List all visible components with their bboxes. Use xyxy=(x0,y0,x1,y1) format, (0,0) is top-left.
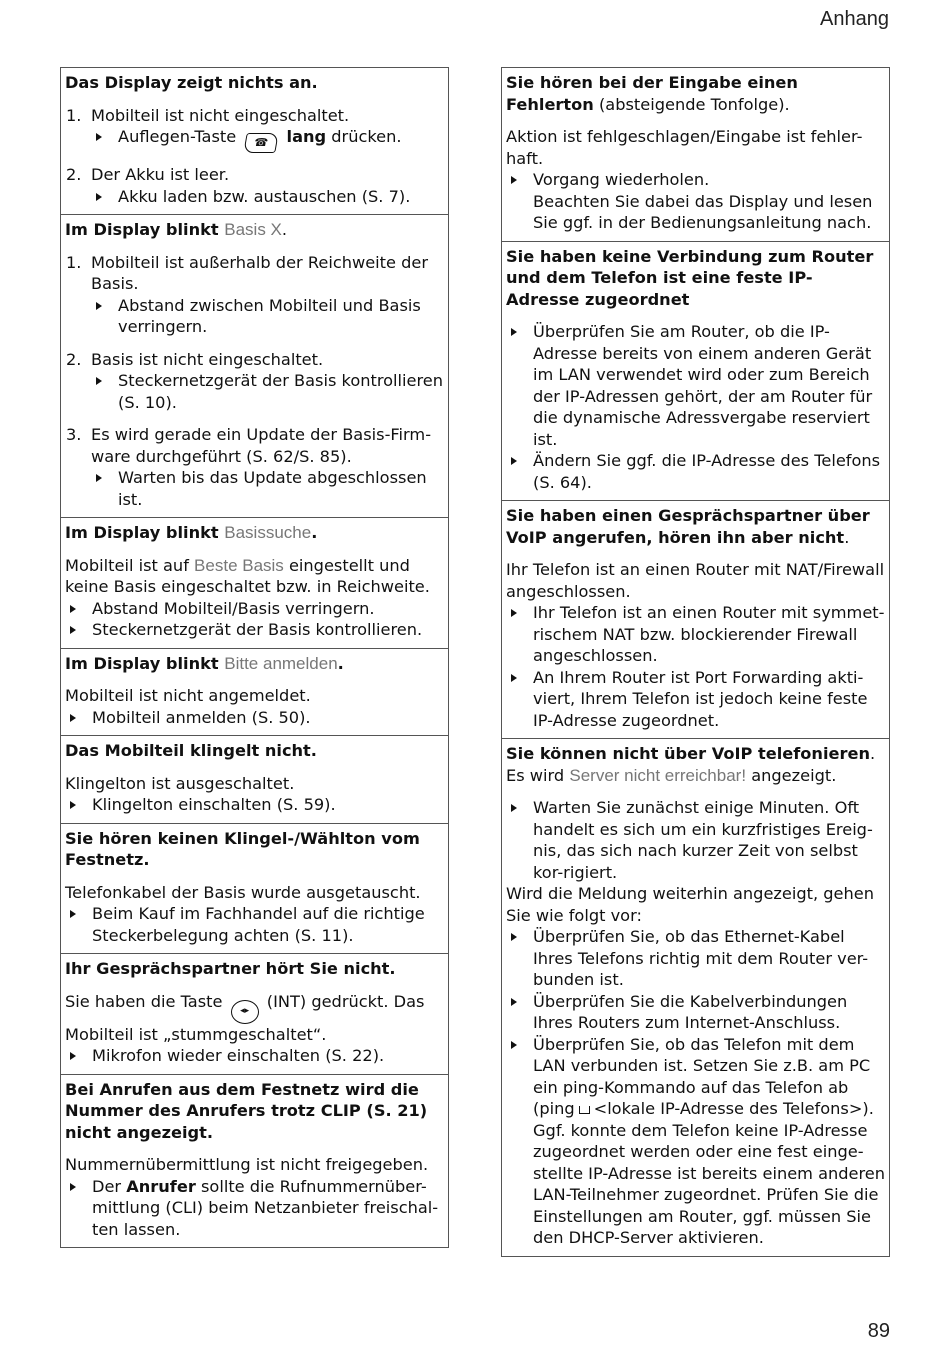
title-end: . xyxy=(281,220,288,239)
arrow-icon xyxy=(511,609,517,617)
action-item xyxy=(65,1176,444,1241)
title-plain: (absteigende Tonfolge). xyxy=(598,94,790,114)
text-pre: Mobilteil ist auf xyxy=(65,555,189,575)
action-item xyxy=(506,926,885,991)
action-text: Überprüfen Sie die Kabelverbindungen Ihres Routers zum Internet-Anschluss. xyxy=(533,991,848,1032)
cause-text xyxy=(65,991,444,1046)
cause-text: Aktion ist fehlgeschlagen/Eingabe ist fehler-haft. xyxy=(506,127,863,168)
action-text: Mobilteil anmelden (S. 50). xyxy=(92,707,311,727)
problem-title xyxy=(65,522,444,544)
arrow-icon xyxy=(511,674,517,682)
action-item xyxy=(506,797,885,883)
problem-title xyxy=(506,505,885,548)
action-text: Beim Kauf im Fachhandel auf die richtige Steckerbelegung achten (S. 11). xyxy=(92,904,425,945)
arrow-icon xyxy=(70,1183,76,1191)
action-item xyxy=(65,295,444,338)
action-text: Überprüfen Sie am Router, ob die IP-Adresse bereits von einem anderen Gerät im LAN verwendet wird oder zum Bereich der IP-Adressen gehört, der am Router für die dynamische Adressvergabe reserviert ist. xyxy=(533,322,873,449)
cause-text: Mobilteil ist nicht eingeschaltet. xyxy=(91,105,350,125)
action-item xyxy=(65,370,444,413)
action-text-pre: Überprüfen Sie, ob das Telefon mit dem LAN verbunden ist. Setzen Sie z.B. am PC ein ping-Kommando auf das Telefon ab (ping xyxy=(533,1034,871,1118)
arrow-icon xyxy=(70,714,76,722)
cause-number: 3. xyxy=(66,425,82,444)
title-bold: Sie haben einen Gesprächspartner über VoIP angerufen, hören ihn aber nicht xyxy=(506,506,870,547)
problem-box-clip xyxy=(61,1074,448,1248)
space-symbol-icon xyxy=(579,1106,590,1114)
problem-box-bitte-anmelden xyxy=(61,648,448,736)
arrow-icon xyxy=(96,133,102,141)
action-item xyxy=(65,619,444,641)
title-end: . xyxy=(844,527,850,547)
problem-box-voip-unavailable xyxy=(502,738,889,1256)
arrow-icon xyxy=(96,302,102,310)
cause-text: Basis ist nicht eingeschaltet. xyxy=(91,349,324,369)
problem-title: Ihr Gesprächspartner hört Sie nicht. xyxy=(65,959,396,978)
problem-subtitle xyxy=(506,765,885,787)
sub-post: angezeigt. xyxy=(751,765,837,785)
action-text: Ändern Sie ggf. die IP-Adresse des Telefons (S. 64). xyxy=(533,451,881,492)
action-continuation: Beachten Sie dabei das Display und lesen Sie ggf. in der Bedienungsanleitung nach. xyxy=(533,191,873,232)
text-post: (INT) gedrückt. Das Mobilteil ist „stummgeschaltet“. xyxy=(65,991,425,1044)
action-text: Mikrofon wieder einschalten (S. 22). xyxy=(92,1046,385,1065)
problem-box-display-empty xyxy=(61,68,448,214)
action-text: Steckernetzgerät der Basis kontrollieren (S. 10). xyxy=(118,371,444,412)
action-text: Vorgang wiederholen. xyxy=(533,170,710,189)
title-end: . xyxy=(869,744,876,763)
title-bold: Im Display blinkt xyxy=(65,653,219,673)
title-end: . xyxy=(337,653,344,673)
arrow-icon xyxy=(70,801,76,809)
cause-text: Ihr Telefon ist an einen Router mit NAT/Firewall angeschlossen. xyxy=(506,560,885,601)
cause-item xyxy=(65,349,444,371)
cause-item xyxy=(65,424,444,467)
arrow-icon xyxy=(96,377,102,385)
problem-title: Sie haben keine Verbindung zum Router und dem Telefon ist eine feste IP-Adresse zugeordnet xyxy=(506,246,874,309)
action-text: Akku laden bzw. austauschen (S. 7). xyxy=(118,186,411,206)
action-text: Warten bis das Update abgeschlossen ist. xyxy=(118,468,427,509)
cause-number: 2. xyxy=(66,165,82,184)
sub-pre: Es wird xyxy=(506,765,565,785)
action-item xyxy=(506,321,885,450)
cause-text: Nummernübermittlung ist nicht freigegeben. xyxy=(65,1155,429,1174)
display-text: Basis X xyxy=(224,220,282,239)
problem-box-basissuche xyxy=(61,517,448,648)
action-item xyxy=(65,707,444,729)
action-item xyxy=(65,467,444,510)
problem-title xyxy=(65,653,444,675)
page-number: 89 xyxy=(867,1320,890,1342)
problem-title: Das Mobilteil klingelt nicht. xyxy=(65,741,317,760)
arrow-icon xyxy=(511,1041,517,1049)
arrow-icon xyxy=(511,328,517,336)
left-column xyxy=(60,67,449,1248)
action-item xyxy=(506,450,885,493)
title-end: . xyxy=(311,523,318,542)
action-text: Steckernetzgerät der Basis kontrollieren. xyxy=(92,620,423,639)
action-item xyxy=(506,1034,885,1249)
problem-box-partner-cant-hear xyxy=(61,953,448,1074)
action-item xyxy=(65,126,444,153)
arrow-icon xyxy=(96,474,102,482)
title-bold: Im Display blinkt xyxy=(65,523,219,542)
action-text: Abstand zwischen Mobilteil und Basis verringern. xyxy=(118,295,421,336)
text-pre: Sie haben die Taste xyxy=(65,991,223,1011)
nav-key-icon: ◂▸ xyxy=(231,1000,259,1024)
action-item xyxy=(65,794,444,816)
action-text-post: sollte die Rufnummernüber-mittlung (CLI) beim Netzanbieter freischal-ten lassen. xyxy=(92,1176,439,1239)
cause-text: Telefonkabel der Basis wurde ausgetauscht. xyxy=(65,882,421,902)
arrow-icon xyxy=(511,804,517,812)
cause-item xyxy=(65,252,444,295)
action-text-bold: Anrufer xyxy=(126,1176,196,1196)
problem-title: Sie hören keinen Klingel-/Wählton vom Festnetz. xyxy=(65,828,420,869)
arrow-icon xyxy=(511,933,517,941)
title-bold: Im Display blinkt xyxy=(65,220,219,239)
problem-title: Bei Anrufen aus dem Festnetz wird die Nummer des Anrufers trotz CLIP (S. 21) nicht angezeigt. xyxy=(65,1079,428,1142)
cause-text: Mobilteil ist außerhalb der Reichweite der Basis. xyxy=(91,252,429,293)
arrow-icon xyxy=(70,1052,76,1060)
action-item xyxy=(506,602,885,667)
right-column xyxy=(501,67,890,1257)
problem-title xyxy=(506,72,885,115)
action-item xyxy=(506,169,885,191)
arrow-icon xyxy=(70,626,76,634)
action-text: Warten Sie zunächst einige Minuten. Oft handelt es sich um ein kurzfristiges Ereig-nis, das sich nach kurzer Zeit von selbst kor-rigiert. xyxy=(533,798,873,882)
arrow-icon xyxy=(70,910,76,918)
cause-text: Der Akku ist leer. xyxy=(91,165,230,184)
action-item xyxy=(65,186,444,208)
problem-box-no-ring xyxy=(61,735,448,823)
cause-text xyxy=(65,555,444,598)
cause-item xyxy=(65,105,444,127)
arrow-icon xyxy=(511,998,517,1006)
action-item xyxy=(506,991,885,1034)
problem-box-no-dial-tone xyxy=(61,823,448,954)
cause-text: Mobilteil ist nicht angemeldet. xyxy=(65,686,311,705)
section-header: Anhang xyxy=(820,8,889,30)
cause-number: 2. xyxy=(66,349,82,369)
problem-box-voip-no-audio xyxy=(502,500,889,738)
display-text: Bitte anmelden xyxy=(224,653,338,673)
action-text: Klingelton einschalten (S. 59). xyxy=(92,795,336,814)
action-text: Ihr Telefon ist an einen Router mit symmet-rischem NAT bzw. blockierender Firewall angeschlossen. xyxy=(533,603,885,665)
arrow-icon xyxy=(70,605,76,613)
display-text: Basissuche xyxy=(224,523,312,542)
action-text-bold: lang xyxy=(286,127,327,146)
action-text-post: drücken. xyxy=(331,127,402,146)
cause-item xyxy=(65,164,444,186)
arrow-icon xyxy=(511,176,517,184)
problem-title xyxy=(65,219,444,241)
title-bold: Sie können nicht über VoIP telefonieren xyxy=(506,744,870,763)
problem-box-error-tone xyxy=(502,68,889,241)
action-item xyxy=(65,1045,444,1067)
problem-box-basis-x xyxy=(61,214,448,517)
problem-title xyxy=(506,743,885,765)
action-item xyxy=(506,667,885,732)
action-text-pre: Der xyxy=(92,1176,122,1196)
action-text-post: <lokale IP-Adresse des Telefons>). Ggf. konnte dem Telefon keine IP-Adresse zugeordnet werden oder eine fest einge-stellte IP-Adresse ist bereits einem anderen LAN-Teilnehmer zugeordnet. Prüfen Sie die Einstellungen am Router, ggf. müssen Sie den DHCP-Server aktivieren. xyxy=(533,1099,886,1247)
action-text: An Ihrem Router ist Port Forwarding akti-viert, Ihrem Telefon ist jedoch keine feste IP-Adresse zugeordnet. xyxy=(533,667,868,730)
action-text: Überprüfen Sie, ob das Ethernet-Kabel Ihres Telefons richtig mit dem Router ver-bunden ist. xyxy=(533,927,869,989)
text-post: eingestellt und keine Basis eingeschaltet bzw. in Reichweite. xyxy=(65,555,430,596)
cause-number: 1. xyxy=(66,252,82,272)
cause-number: 1. xyxy=(66,105,82,125)
title-bold: Sie hören bei der Eingabe einen Fehlerton xyxy=(506,73,798,114)
cause-text: Wird die Meldung weiterhin angezeigt, gehen Sie wie folgt vor: xyxy=(506,884,874,925)
arrow-icon xyxy=(96,193,102,201)
problem-title: Das Display zeigt nichts an. xyxy=(65,73,318,92)
problem-box-no-router-connection xyxy=(502,241,889,501)
arrow-icon xyxy=(511,457,517,465)
action-text: Abstand Mobilteil/Basis verringern. xyxy=(92,598,375,618)
action-item xyxy=(65,903,444,946)
display-text: Beste Basis xyxy=(194,555,284,575)
action-text-pre: Auflegen-Taste xyxy=(118,127,237,146)
cause-text: Es wird gerade ein Update der Basis-Firm-ware durchgeführt (S. 62/S. 85). xyxy=(91,425,432,466)
end-call-key-icon: ☎ xyxy=(244,133,280,153)
cause-text: Klingelton ist ausgeschaltet. xyxy=(65,773,295,793)
action-item xyxy=(65,598,444,620)
display-text: Server nicht erreichbar! xyxy=(569,765,747,785)
